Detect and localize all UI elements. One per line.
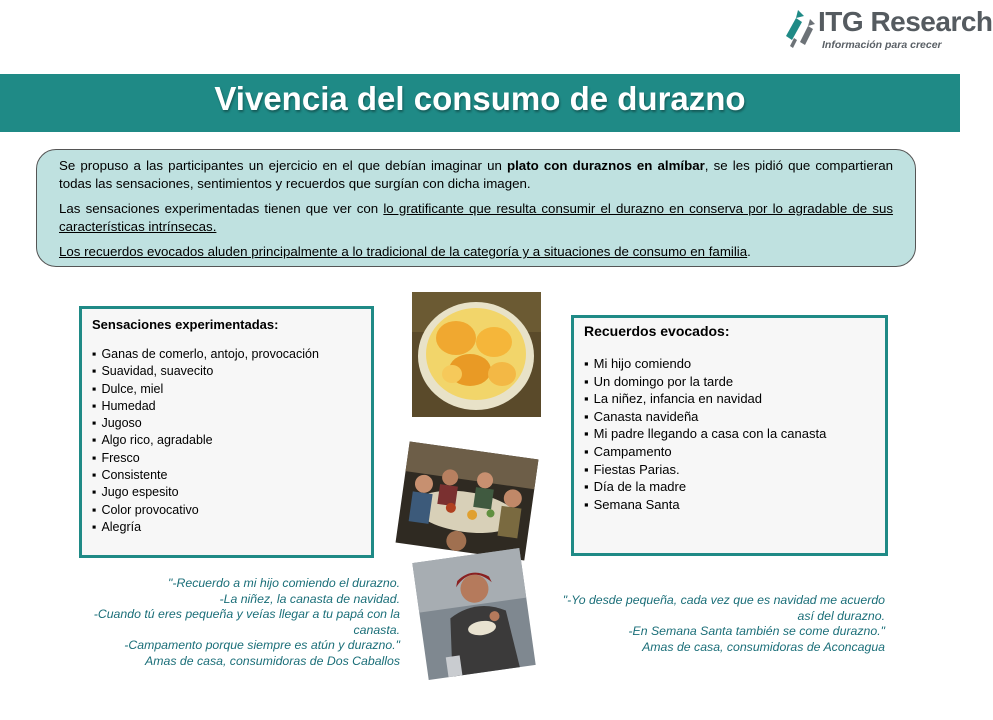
list-item: ▪ La niñez, infancia en navidad bbox=[584, 390, 875, 408]
quote-line: "-Recuerdo a mi hijo comiendo el durazno. bbox=[168, 576, 400, 590]
quote-right bbox=[560, 593, 885, 655]
quote-line: -Campamento porque siempre es atún y durazno." bbox=[124, 638, 400, 652]
sensaciones-title: Sensaciones experimentadas: bbox=[92, 317, 279, 332]
recuerdos-box bbox=[571, 315, 888, 556]
brand-tagline: Información para crecer bbox=[822, 39, 942, 51]
intro-paragraph-1 bbox=[59, 157, 893, 193]
recuerdos-list bbox=[584, 355, 875, 513]
list-item: ▪ Ganas de comerlo, antojo, provocación bbox=[92, 346, 361, 363]
brand-name: ITG Research bbox=[818, 6, 993, 37]
man-eating-photo bbox=[412, 548, 535, 680]
list-item: ▪ Fiestas Parias. bbox=[584, 461, 875, 479]
quote-line: -Cuando tú eres pequeña y veías llegar a tu papá con la canasta. bbox=[93, 607, 400, 637]
intro-p2-underlined: lo gratificante que resulta consumir el durazno en conserva por lo agradable de sus características intrínsecas. bbox=[59, 201, 894, 234]
recuerdos-title: Recuerdos evocados: bbox=[584, 323, 730, 339]
list-item: ▪ Jugoso bbox=[92, 415, 361, 432]
title-banner bbox=[0, 74, 960, 132]
list-item: ▪ Dulce, miel bbox=[92, 381, 361, 398]
quote-left bbox=[48, 576, 400, 669]
list-item: ▪ Semana Santa bbox=[584, 496, 875, 514]
family-dinner-photo bbox=[396, 441, 539, 560]
list-item: ▪ Fresco bbox=[92, 450, 361, 467]
list-item: ▪ Suavidad, suavecito bbox=[92, 363, 361, 380]
peach-bowl-photo bbox=[412, 292, 541, 417]
list-item: ▪ Mi padre llegando a casa con la canasta bbox=[584, 425, 875, 443]
list-item: ▪ Algo rico, agradable bbox=[92, 432, 361, 449]
list-item: ▪ Consistente bbox=[92, 467, 361, 484]
list-item: ▪ Humedad bbox=[92, 398, 361, 415]
sensaciones-list bbox=[92, 346, 361, 536]
list-item: ▪ Canasta navideña bbox=[584, 408, 875, 426]
intro-p1-text-a: Se propuso a las participantes un ejercicio en el que debían imaginar un bbox=[59, 158, 507, 173]
quote-line: -En Semana Santa también se come durazno." bbox=[628, 624, 885, 638]
quote-line: -La niñez, la canasta de navidad. bbox=[219, 591, 400, 606]
page-title: Vivencia del consumo de durazno bbox=[214, 80, 746, 117]
quote-source: Amas de casa, consumidoras de Aconcagua bbox=[642, 639, 885, 654]
sensaciones-box bbox=[79, 306, 374, 558]
quote-source: Amas de casa, consumidoras de Dos Caballos bbox=[145, 653, 400, 668]
list-item: ▪ Campamento bbox=[584, 443, 875, 461]
quote-line: "-Yo desde pequeña, cada vez que es navidad me acuerdo así del durazno. bbox=[562, 593, 885, 623]
list-item: ▪ Un domingo por la tarde bbox=[584, 373, 875, 391]
list-item: ▪ Color provocativo bbox=[92, 502, 361, 519]
intro-paragraph-2 bbox=[59, 200, 893, 236]
list-item: ▪ Jugo espesito bbox=[92, 484, 361, 501]
list-item: ▪ Día de la madre bbox=[584, 478, 875, 496]
intro-p3-underlined: Los recuerdos evocados aluden principalmente a lo tradicional de la categoría y a situaciones de consumo en familia bbox=[59, 244, 748, 259]
intro-p1-text-b: , se les pidió que compartieran todas las sensaciones, sentimientos y recuerdos que surgían con dicha imagen. bbox=[59, 158, 893, 191]
intro-paragraph-3 bbox=[59, 243, 893, 261]
intro-box bbox=[36, 149, 916, 267]
intro-p3-end: . bbox=[747, 244, 751, 259]
intro-p2-text-a: Las sensaciones experimentadas tienen que ver con bbox=[59, 201, 384, 216]
list-item: ▪ Mi hijo comiendo bbox=[584, 355, 875, 373]
list-item: ▪ Alegría bbox=[92, 519, 361, 536]
intro-p1-bold: plato con duraznos en almíbar bbox=[506, 158, 705, 173]
itg-research-logo bbox=[782, 4, 993, 64]
